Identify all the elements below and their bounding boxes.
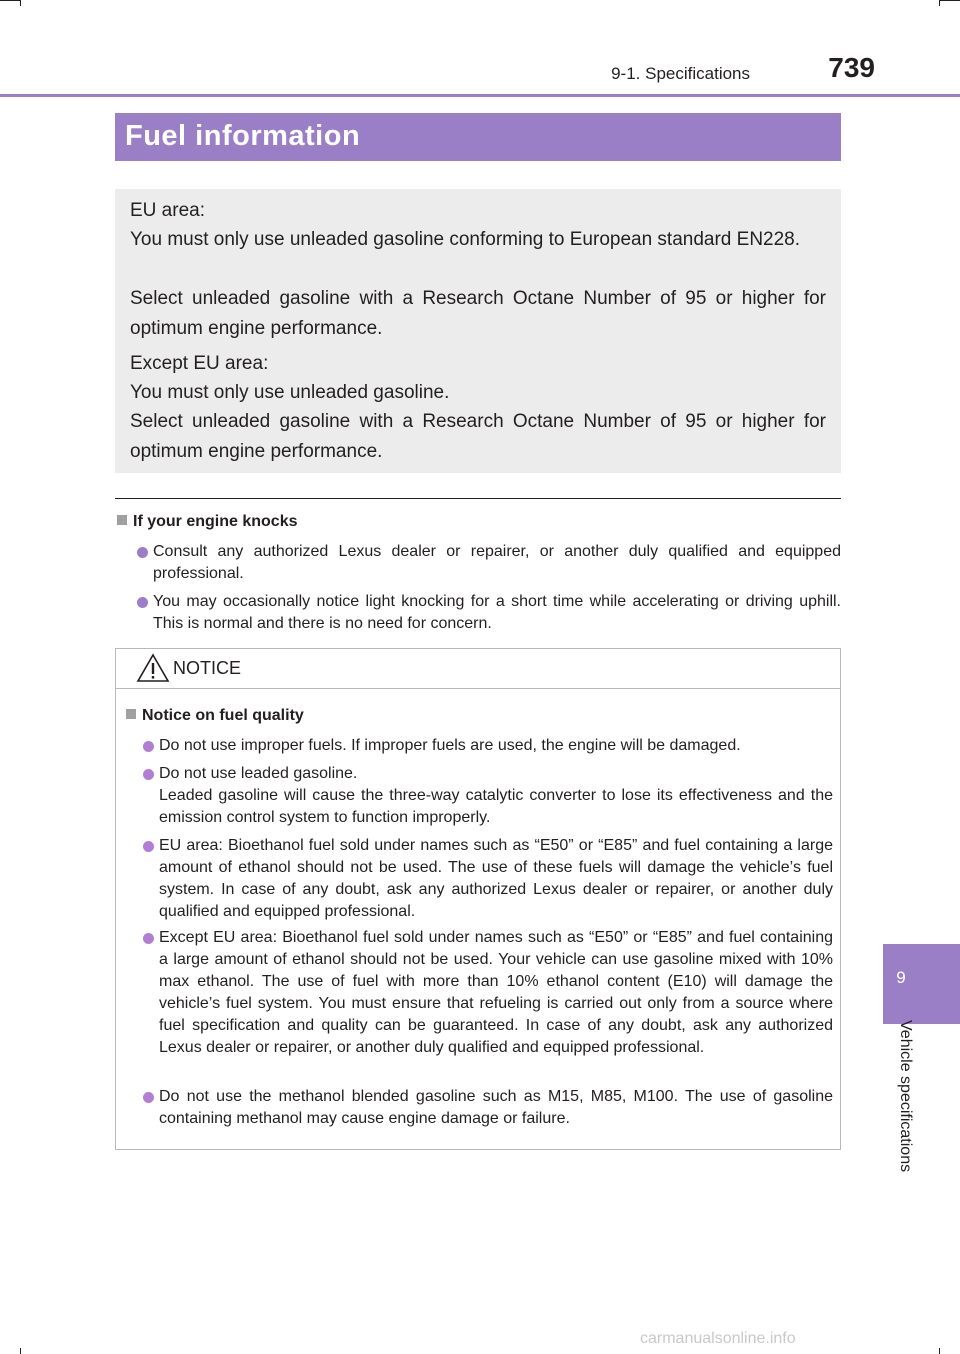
list-item [159,1086,833,1130]
list-item-continuation: Leaded gasoline will cause the three-way catalytic converter to lose its effectiveness and the emission control system to function improperly. [159,787,833,826]
title-bar [115,113,841,161]
page-title: Fuel information [125,120,361,152]
eu-label: EU area: [130,200,205,221]
list-item-text: Do not use leaded gasoline. [159,765,358,782]
list-item-text: EU area: Bioethanol fuel sold under names such as “E50” or “E85” and fuel containing a large amount of ethanol should not be used. The use of these fuels will damage the vehicle’s fuel system. In case of any doubt, ask any authorized Lexus dealer or repairer, or another duly qualified and equipped professional. [159,837,833,920]
fuel-info-box [115,189,841,473]
watermark: carmanualsonline.info [640,1330,796,1347]
square-bullet-icon [126,709,136,719]
list-item-text: Consult any authorized Lexus dealer or repairer, or another duly qualified and equipped professional. [153,543,841,582]
list-item [159,735,833,757]
crop-mark [0,0,20,1]
eu-text-2: Select unleaded gasoline with a Research Octane Number of 95 or higher for optimum engine performance. [130,288,826,339]
bullet-dot-icon [143,933,154,944]
bullet-dot-icon [143,1092,154,1103]
crop-mark [940,0,960,1]
list-item-text: Except EU area: Bioethanol fuel sold under names such as “E50” or “E85” and fuel containing a large amount of ethanol should not be used. Your vehicle can use gasoline mixed with 10% max ethanol. The use of fuel with more than 10% ethanol content (E10) will damage the vehicle’s fuel system. You must ensure that refueling is carried out only from a source where fuel specification and quality can be guaranteed. In case of any doubt, ask any authorized Lexus dealer or repairer, or another duly qualified and equipped professional. [159,929,833,1056]
bullet-dot-icon [143,769,154,780]
chapter-label-text: Vehicle specifications [897,1020,914,1173]
bullet-dot-icon [143,741,154,752]
notice-box [115,648,841,1150]
list-item [153,591,841,635]
section-title: 9-1. Specifications [611,64,750,83]
bullet-dot-icon [137,597,148,608]
eu-text-1: You must only use unleaded gasoline conforming to European standard EN228. [130,229,801,250]
list-item [159,763,833,785]
list-item-text: Do not use the methanol blended gasoline such as M15, M85, M100. The use of gasoline containing methanol may cause engine damage or failure. [159,1088,833,1127]
knocks-heading [117,513,297,531]
notice-heading [126,707,304,725]
bullet-dot-icon [137,547,148,558]
page-number: 739 [828,52,875,83]
list-item [153,541,841,585]
notice-label: NOTICE [173,658,242,678]
crop-mark [20,1348,21,1354]
chapter-label [896,1020,916,1220]
knocks-heading-text: If your engine knocks [133,513,298,530]
non-eu-text-2: Select unleaded gasoline with a Research Octane Number of 95 or higher for optimum engine performance. [130,411,826,462]
list-item [159,835,833,923]
notice-header [116,649,840,689]
bullet-dot-icon [143,841,154,852]
chapter-tab[interactable] [883,944,960,1024]
list-item-text: You may occasionally notice light knocking for a short time while accelerating or driving uphill. This is normal and there is no need for concern. [153,593,841,632]
section-divider [115,498,841,499]
list-item [159,927,833,1059]
crop-mark [20,0,21,6]
square-bullet-icon [117,515,127,525]
non-eu-text-1: You must only use unleaded gasoline. [130,382,450,403]
notice-heading-text: Notice on fuel quality [142,707,304,724]
crop-mark [939,0,940,6]
non-eu-label: Except EU area: [130,353,269,374]
chapter-number: 9 [896,968,906,987]
list-item-text: Do not use improper fuels. If improper fuels are used, the engine will be damaged. [159,737,741,754]
crop-mark [939,1348,940,1354]
warning-triangle-icon [136,653,170,683]
header-divider [0,94,960,97]
